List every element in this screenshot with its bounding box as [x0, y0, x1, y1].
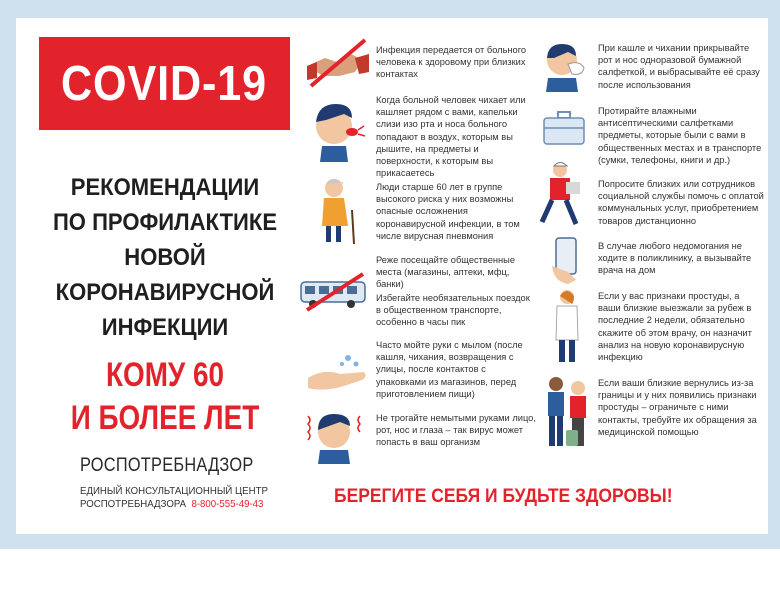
center-line: РОСПОТРЕБНАДЗОРА: [80, 498, 187, 510]
doctor-icon: [552, 288, 582, 364]
phone-call-icon: [550, 236, 582, 286]
courier-icon: [536, 160, 588, 230]
covid-banner: [39, 37, 290, 130]
no-handshake-icon: [303, 36, 371, 88]
tip-text: Если ваши близкие вернулись из-за границы и у них появились признаки простуды – ограничьте с ними контакты, требуйте их обращения за медицинской помощью: [598, 378, 757, 437]
age-heading: [59, 354, 271, 440]
tip-text: В случае любого недомогания не ходите в поликлинику, а вызывайте врача на дом: [598, 241, 752, 276]
tip-text: При кашле и чихании прикрывайте рот и нос одноразовой бумажной салфеткой, и выбрасывайте её сразу после использования: [598, 43, 760, 90]
covid-title: COVID-19: [61, 56, 268, 111]
heading-line: НОВОЙ: [124, 244, 206, 271]
tip-text: Люди старше 60 лет в группе высокого риска у них возможны опасные осложнения коронавирусной инфекции, в том числе вирусная пневмония: [376, 182, 520, 241]
wipes-box-icon: [540, 108, 588, 148]
heading-line: ПО ПРОФИЛАКТИКЕ: [52, 209, 278, 236]
recommendations-heading: [49, 170, 281, 345]
hand-washing-icon: [304, 352, 370, 392]
footer-slogan: БЕРЕГИТЕ СЕБЯ И БУДЬТЕ ЗДОРОВЫ!: [334, 486, 673, 507]
age-line: КОМУ 60: [105, 356, 225, 394]
phone-number: 8-800-555-49-43: [191, 498, 264, 510]
covering-cough-icon: [538, 38, 592, 92]
no-bus-icon: [297, 272, 371, 312]
tip-text: Инфекция передается от больного человека к здоровому при близких контактах: [376, 45, 527, 80]
center-line: ЕДИНЫЙ КОНСУЛЬТАЦИОННЫЙ ЦЕНТР: [80, 485, 268, 497]
sneezing-person-icon: [308, 96, 366, 164]
tip-text: Реже посещайте общественные места (магазины, аптеки, мфц, банки): [376, 255, 516, 290]
tip-text: Когда больной человек чихает или кашляет рядом с вами, капельки слизи изо рта и носа больного попадают в воздух, которым вы дышите, на предметы и поверхности, к которым вы прикасаетесь: [376, 95, 526, 179]
heading-line: ИНФЕКЦИИ: [101, 314, 229, 341]
heading-line: КОРОНАВИРУСНОЙ: [55, 279, 275, 306]
consult-center: [80, 485, 268, 511]
travelers-icon: [542, 374, 594, 454]
elderly-woman-icon: [316, 176, 360, 246]
heading-line: РЕКОМЕНДАЦИИ: [70, 174, 260, 201]
poster: [16, 18, 768, 534]
tip-text: Часто мойте руки с мылом (после кашля, чихания, возвращения с улицы, после контактов с упаковками из магазинов, перед приготовлением пищи): [376, 340, 523, 399]
touching-face-icon: [304, 406, 366, 466]
tip-text: Попросите близких или сотрудников социальной службы помочь с оплатой коммунальных услуг, приобретением товаров дистанционно: [598, 179, 764, 226]
agency-name: РОСПОТРЕБНАДЗОР: [80, 455, 254, 476]
tip-text: Если у вас признаки простуды, а ваши близкие выезжали за рубеж в последние 2 недели, обязательно скажите об этом врачу, он назначит анализ на новую коронавирусную инфекцию: [598, 291, 752, 363]
age-line: И БОЛЕЕ ЛЕТ: [70, 399, 260, 437]
tip-text: Избегайте необязательных поездок в общественном транспорте, особенно в часы пик: [376, 293, 530, 328]
tip-text: Не трогайте немытыми руками лицо, рот, нос и глаза – так вирус может попасть в ваш организм: [376, 413, 536, 448]
tip-text: Протирайте влажными антисептическими салфетками предметы, которые были с вами в общественных местах и в транспорте (сумки, телефоны, книги и др.): [598, 106, 762, 165]
